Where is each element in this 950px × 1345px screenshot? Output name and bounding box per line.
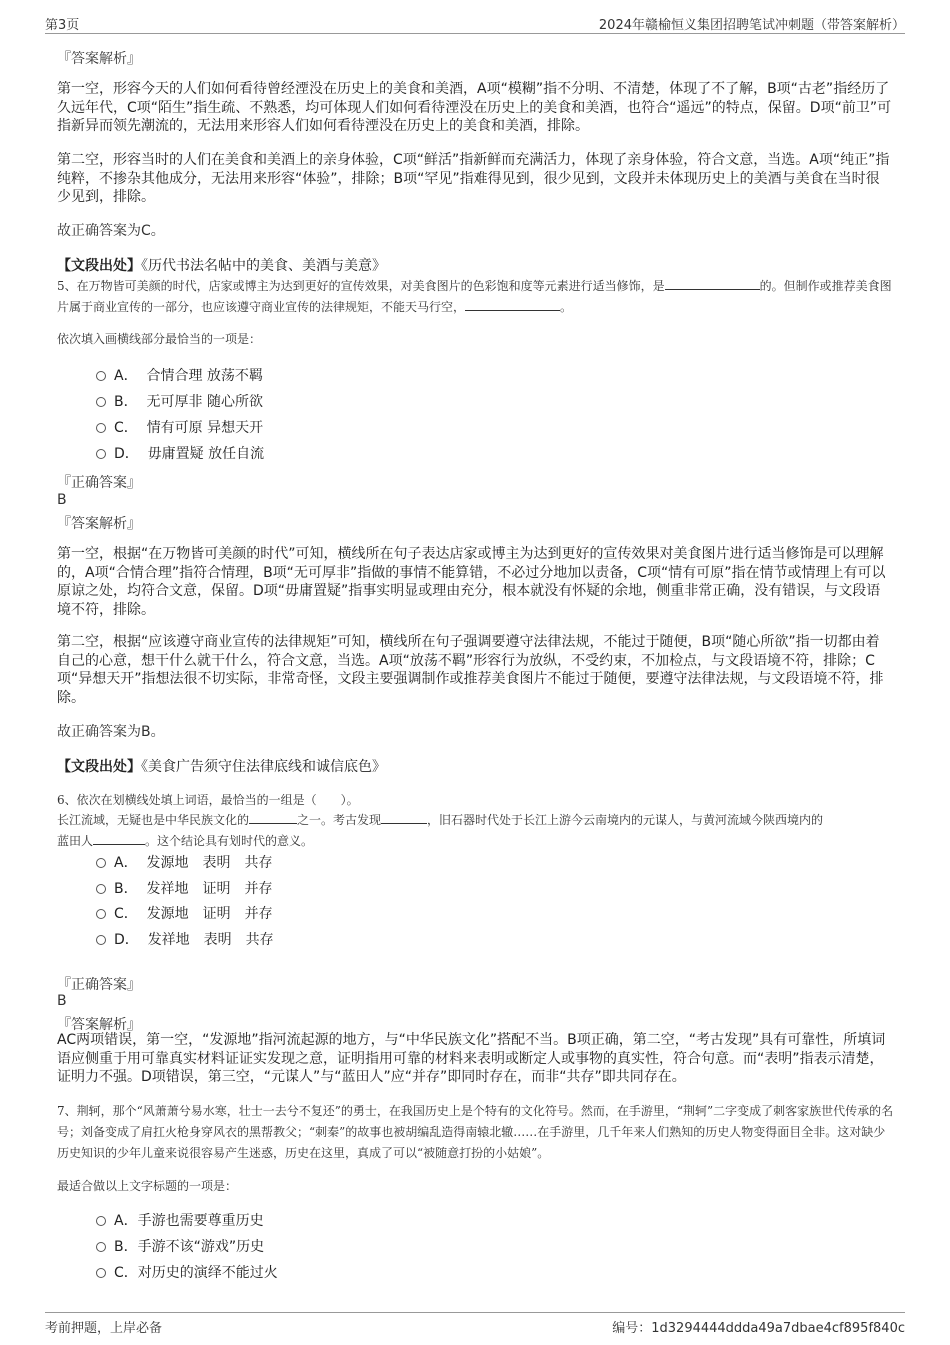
option-text: 对历史的演绎不能过火: [137, 1265, 278, 1281]
q5-blank-1: [665, 278, 760, 290]
q7-option-c[interactable]: [96, 1264, 278, 1282]
option-letter: B．: [114, 881, 138, 897]
page-footer: [45, 1312, 905, 1336]
option-letter: B．: [114, 394, 138, 410]
q6-passage-c: ，旧石器时代处于长江上游今云南境内的元谋人，与黄河流域今陕西境内的: [427, 813, 824, 827]
radio-icon[interactable]: [96, 371, 106, 381]
option-text: 发源地 证明 并存: [146, 906, 273, 922]
q6-passage-e: 。这个结论具有划时代的意义。: [145, 834, 314, 848]
q7-stem: 7、荆轲，那个“风萧萧兮易水寒，壮士一去兮不复还”的勇士，在我国历史上是个特有的文化符号。然而，在手游里，“荆轲”二字变成了刺客家族世代传承的名号；刘备变成了肩扛火枪身穿风衣的黑帮教父；“刺秦”的故事也被胡编乱造得南辕北辙……在手游里，几千年来人们熟知的历史人物变得面目全非。这对缺少历史知识的少年儿童来说很容易产生迷惑，历史在这里，真成了可以“被随意打扮的小姑娘”。: [57, 1104, 894, 1160]
q4-source: [57, 255, 386, 275]
q4-source-label: 【文段出处】: [57, 258, 141, 274]
option-letter: C．: [114, 420, 138, 436]
q6-blank-3: [93, 833, 145, 845]
q5-analysis-p1: 第一空，根据“在万物皆可美颜的时代”可知，横线所在句子表达店家或博主为达到更好的宣传效果对美食图片进行适当修饰是可以理解的，A项“合情合理”指符合情理，B项“无可厚非”指做的事情不能算错，不必过分地加以责备，C项“情有可原”指在情节或情理上有可以原谅之处，均符合文意，保留。D项“毋庸置疑”指事实明显或理由充分，根本就没有怀疑的余地，侧重非常正确，没有错误，与文段语境不符，排除。: [57, 546, 886, 618]
radio-icon[interactable]: [96, 909, 106, 919]
q6-passage-b: 之一。考古发现: [297, 813, 382, 827]
option-letter: A．: [114, 855, 138, 871]
q5-prompt: 依次填入画横线部分最恰当的一项是：: [57, 332, 262, 346]
radio-icon[interactable]: [96, 1242, 106, 1252]
radio-icon[interactable]: [96, 423, 106, 433]
q6-option-a[interactable]: [96, 854, 272, 872]
q6-passage: [57, 810, 897, 852]
q6-option-b[interactable]: [96, 880, 273, 898]
q7-option-a[interactable]: [96, 1212, 264, 1230]
option-letter: A．: [114, 1213, 138, 1229]
q5-source: [57, 756, 386, 776]
radio-icon[interactable]: [96, 884, 106, 894]
option-text: 发祥地 表明 共存: [147, 932, 274, 948]
q4-analysis-p1: 第一空，形容今天的人们如何看待曾经湮没在历史上的美食和美酒，A项“模糊”指不分明、不清楚，体现了不了解，B项“古老”指经历了久远年代，C项“陌生”指生疏、不熟悉，均可体现人们如何看待湮没在历史上的美食和美酒，也符合“遥远”的特点，保留。D项“前卫”可指新异而领先潮流的，无法用来形容人们如何看待湮没在历史上的美食和美酒，排除。: [57, 81, 892, 134]
q5-option-d[interactable]: [96, 445, 264, 463]
q5-analysis-label: 『答案解析』: [57, 516, 141, 532]
q5-stem-part-b: 的。但制作或推荐美食图片属于商业宣传的一部分，也应该遵守商业宣传的法律规矩，不能天马行空，: [57, 279, 892, 314]
q7-option-b[interactable]: [96, 1238, 264, 1256]
q4-conclusion: 故正确答案为C。: [57, 223, 165, 239]
option-text: 发祥地 证明 并存: [146, 881, 273, 897]
q4-source-title: 《历代书法名帖中的美食、美酒与美意》: [141, 258, 386, 274]
option-letter: B．: [114, 1239, 138, 1255]
option-letter: D．: [114, 446, 139, 462]
page-header: [45, 12, 905, 34]
option-text: 手游不该“游戏”历史: [137, 1239, 265, 1255]
option-text: 手游也需要尊重历史: [137, 1213, 264, 1229]
radio-icon[interactable]: [96, 935, 106, 945]
radio-icon[interactable]: [96, 449, 106, 459]
radio-icon[interactable]: [96, 397, 106, 407]
q5-option-a[interactable]: [96, 367, 263, 385]
page-number: 第3页: [45, 18, 80, 33]
q6-answer-label: 『正确答案』: [57, 977, 141, 993]
q6-analysis-label: 『答案解析』: [57, 1017, 141, 1033]
q5-conclusion: 故正确答案为B。: [57, 724, 165, 740]
option-text: 无可厚非 随心所欲: [146, 394, 263, 410]
q5-stem-part-a: 5、在万物皆可美颜的时代，店家或博主为达到更好的宣传效果，对美食图片的色彩饱和度等元素进行适当修饰，是: [57, 279, 665, 293]
q5-stem: [57, 276, 897, 318]
option-letter: D．: [114, 932, 139, 948]
q5-option-c[interactable]: [96, 419, 263, 437]
q5-source-label: 【文段出处】: [57, 759, 141, 775]
document-code: 编号：1d3294444ddda49a7dbae4cf895f840c: [612, 1321, 905, 1336]
q5-option-b[interactable]: [96, 393, 263, 411]
q5-analysis-p2: 第二空，根据“应该遵守商业宣传的法律规矩”可知，横线所在句子强调要遵守法律法规，不能过于随便，B项“随心所欲”指一切都由着自己的心意，想干什么就干什么，符合文意，当选。A项“放荡不羁”形容行为放纵，不受约束，不加检点，与文段语境不符，排除；C项“异想天开”指想法很不切实际，非常奇怪，文段主要强调制作或推荐美食图片不能过于随便，要遵守法律法规，与文段语境不符，排除。: [57, 634, 884, 706]
q5-blank-2: [465, 299, 560, 311]
radio-icon[interactable]: [96, 1268, 106, 1278]
option-text: 情有可原 异想天开: [146, 420, 264, 436]
option-text: 毋庸置疑 放任自流: [147, 446, 265, 462]
q6-option-d[interactable]: [96, 931, 274, 949]
q7-prompt: 最适合做以上文字标题的一项是：: [57, 1179, 238, 1193]
q6-blank-1: [249, 812, 297, 824]
q5-answer-label: 『正确答案』: [57, 475, 141, 491]
option-text: 合情合理 放荡不羁: [146, 368, 263, 384]
q4-analysis-p2: 第二空，形容当时的人们在美食和美酒上的亲身体验，C项“鲜活”指新鲜而充满活力，体现了亲身体验，符合文意，当选。A项“纯正”指纯粹，不掺杂其他成分，无法用来形容“体验”，排除；B项“罕见”指难得见到，很少见到，文段并未体现历史上的美酒与美食在当时很少见到，排除。: [57, 152, 890, 205]
q6-option-c[interactable]: [96, 905, 273, 923]
q6-passage-a: 长江流域，无疑也是中华民族文化的: [57, 813, 250, 827]
q5-answer: B: [57, 492, 67, 508]
q5-stem-part-c: 。: [560, 300, 573, 314]
q5-source-title: 《美食广告须守住法律底线和诚信底色》: [141, 759, 386, 775]
radio-icon[interactable]: [96, 1216, 106, 1226]
q6-stem: 6、依次在划横线处填上词语，最恰当的一组是（ ）。: [57, 793, 359, 807]
option-letter: C．: [114, 1265, 138, 1281]
document-title: 2024年赣榆恒义集团招聘笔试冲刺题（带答案解析）: [598, 18, 905, 33]
q6-passage-d: 蓝田人: [57, 834, 94, 848]
q6-answer: B: [57, 993, 67, 1009]
radio-icon[interactable]: [96, 858, 106, 868]
q6-analysis: AC两项错误，第一空，“发源地”指河流起源的地方，与“中华民族文化”搭配不当。B项正确，第二空，“考古发现”具有可靠性，所填词语应侧重于用可靠真实材料证证实发现之意，证明指用可靠的材料来表明或断定人或事物的真实性，符合句意。而“表明”指表示清楚，证明力不强。D项错误，第三空，“元谋人”与“蓝田人”应“并存”即同时存在，而非“共存”即共同存在。: [57, 1032, 886, 1085]
option-letter: C．: [114, 906, 138, 922]
q6-blank-2: [381, 812, 427, 824]
footer-slogan: 考前押题，上岸必备: [45, 1321, 163, 1336]
option-text: 发源地 表明 共存: [146, 855, 273, 871]
q4-analysis-label: 『答案解析』: [57, 51, 141, 67]
option-letter: A．: [114, 368, 138, 384]
